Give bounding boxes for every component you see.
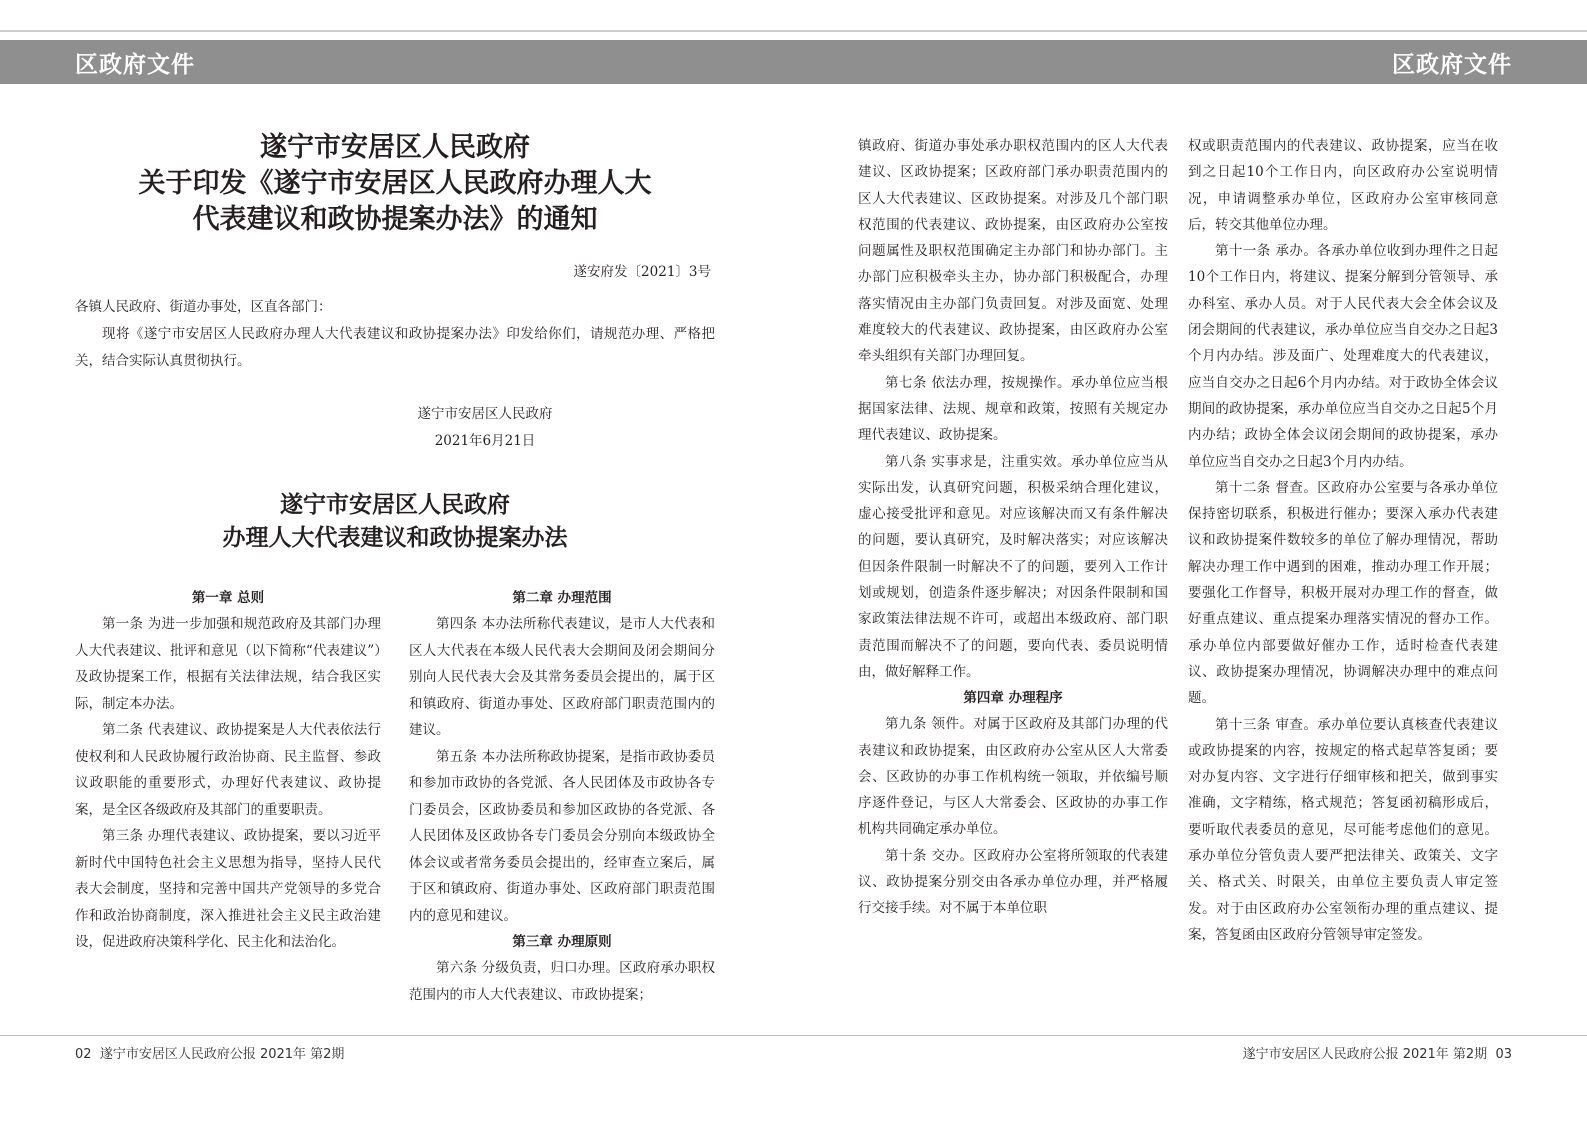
- article-11: 第十一条 承办。各承办单位收到办理件之日起10个工作日内，将建议、提案分解到分管领导、承办科室、承办人员。对于人民代表大会全体会议及闭会期间的代表建议，承办单位应当自交办之日起3个月内办结。涉及面广、处理难度大的代表建议，应当自交办之日起6个月内办结。对于政协全体会议期间的政协提案，承办单位应当自交办之日起5个月内办结；政协全体会议闭会期间的政协提案，承办单位应当自交办之日起3个月内办结。: [1188, 243, 1499, 470]
- notice-title-line: 关于印发《遂宁市安居区人民政府办理人大: [138, 168, 652, 199]
- column-1: [75, 585, 381, 1008]
- article-13: 第十三条 审查。承办单位要认真核查代表建议或政协提案的内容，按规定的格式起草答复函；要对办复内容、文字进行仔细审核和把关，做到事实准确，文字精练，格式规范；答复函初稿形成后，要听取代表委员的意见，尽可能考虑他们的意见。承办单位分管负责人要严把法律关、政策关、文字关、格式关、时限关，由单位主要负责人审定签发。对于由区政府办公室领衔办理的重点建议、提案，答复函由区政府分管领导审定签发。: [1188, 716, 1499, 943]
- chapter-heading: 第一章 总则: [191, 590, 265, 606]
- signature: 遂宁市安居区人民政府: [417, 406, 553, 422]
- article-9: 第九条 领件。对属于区政府及其部门办理的代表建议和政协提案，由区政府办公室从区人大常委会、区政协的办事工作机构统一领取，并依编号顺序逐件登记，与区人大常委会、区政协的办事工作机构共同确定承办单位。: [858, 716, 1169, 838]
- footer-right: [1243, 1043, 1512, 1062]
- notice-title: [75, 130, 715, 238]
- section-banner: [0, 40, 1587, 84]
- chapter-heading: 第四章 办理程序: [963, 690, 1063, 707]
- issue-date: 2021年6月21日: [434, 433, 536, 449]
- column-4: [1188, 133, 1498, 948]
- column-2: [409, 585, 715, 1008]
- article-10-continued: 权或职责范围内的代表建议、政协提案，应当在收到之日起10个工作日内，向区政府办公室说明情况，申请调整承办单位，区政府办公室审核同意后，转交其他单位办理。: [1188, 138, 1498, 233]
- notice-body: 现将《遂宁市安居区人民政府办理人大代表建议和政协提案办法》印发给你们，请规范办理、严格把关，结合实际认真贯彻执行。: [75, 326, 715, 369]
- article-12: 第十二条 督查。区政府办公室要与各承办单位保持密切联系，积极进行催办；要深入承办代表建议和政协提案件数较多的单位了解办理情况，帮助解决办理工作中遇到的困难，推动办理工作开展；要强化工作督导，积极开展对办理工作的督查，做好重点建议、重点提案办理落实情况的督办工作。承办单位内部要做好催办工作，适时检查代表建议、政协提案办理情况，协调解决办理中的难点问题。: [1188, 479, 1499, 707]
- page-number-right: 03: [1495, 1047, 1512, 1062]
- article-7: 第七条 依法办理，按规操作。承办单位应当根据国家法律、法规、规章和政策，按照有关规定办理代表建议、政协提案。: [858, 374, 1169, 444]
- measures-title-line: 遂宁市安居区人民政府: [280, 492, 510, 518]
- chapter-heading: 第三章 办理原则: [512, 934, 612, 950]
- left-page: [75, 130, 715, 1008]
- notice-title-line: 代表建议和政协提案办法》的通知: [192, 204, 598, 235]
- article-3: 第三条 办理代表建议、政协提案，要以习近平新时代中国特色社会主义思想为指导，坚持人民代表大会制度，坚持和完善中国共产党领导的多党合作和政治协商制度，深入推进社会主义民主政治建设，促进政府决策科学化、民主化和法治化。: [75, 828, 382, 950]
- left-columns: [75, 585, 715, 1008]
- footer-rule: [0, 1035, 1587, 1036]
- document-number: 遂安府发〔2021〕3号: [573, 264, 711, 280]
- article-5: 第五条 本办法所称政协提案，是指市政协委员和参加市政协的各党派、各人民团体及市政协各专门委员会，区政协委员和参加区政协的各党派、各人民团体及区政协各专门委员会分别向本级政协全体会议或者常务委员会提出的，经审查立案后，属于区和镇政府、街道办事处、区政府部门职责范围内的意见和建议。: [409, 748, 716, 924]
- footer-publication-right: 遂宁市安居区人民政府公报 2021年 第2期: [1242, 1047, 1488, 1062]
- top-rule: [0, 30, 1587, 32]
- section-label-right: 区政府文件: [1392, 52, 1512, 78]
- page-number-left: 02: [75, 1047, 92, 1062]
- article-6: 第六条 分级负责，归口办理。区政府承办职权范围内的市人大代表建议、市政协提案；: [409, 960, 716, 1003]
- notice-title-line: 遂宁市安居区人民政府: [260, 132, 530, 163]
- article-2: 第二条 代表建议、政协提案是人大代表依法行使权利和人民政协履行政治协商、民主监督、参政议政职能的重要形式，办理好代表建议、政协提案，是全区各级政府及其部门的重要职责。: [75, 722, 382, 818]
- salutation: 各镇人民政府、街道办事处，区直各部门：: [75, 299, 332, 315]
- footer-publication-left: 遂宁市安居区人民政府公报 2021年 第2期: [99, 1047, 345, 1062]
- article-4: 第四条 本办法所称代表建议，是市人大代表和区人大代表在本级人民代表大会期间及闭会期间分别向人民代表大会及其常务委员会提出的，属于区和镇政府、街道办事处、区政府部门职责范围内的建议。: [409, 616, 716, 738]
- article-10: 第十条 交办。区政府办公室将所领取的代表建议、政协提案分别交由各承办单位办理，并严格履行交接手续。对不属于本单位职: [858, 847, 1169, 917]
- article-1: 第一条 为进一步加强和规范政府及其部门办理人大代表建议、批评和意见（以下简称“代表建议”）及政协提案工作，根据有关法律法规，结合我区实际，制定本办法。: [75, 616, 382, 712]
- measures-title: [75, 489, 715, 555]
- section-label-left: 区政府文件: [75, 52, 195, 78]
- column-3: [858, 133, 1168, 922]
- footer-left: [75, 1043, 344, 1062]
- article-6-continued: 镇政府、街道办事处承办职权范围内的区人大代表建议、区政协提案；区政府部门承办职责范围内的区人大代表建议、区政协提案。对涉及几个部门职权范围的代表建议、政协提案，由区政府办公室按问题属性及职权范围确定主办部门和协办部门。主办部门应积极牵头主办，协办部门积极配合，办理落实情况由主办部门负责回复。对涉及面宽、处理难度较大的代表建议、政协提案，由区政府办公室牵头组织有关部门办理回复。: [858, 138, 1168, 365]
- chapter-heading: 第二章 办理范围: [512, 590, 612, 606]
- article-8: 第八条 实事求是，注重实效。承办单位应当从实际出发，认真研究问题，积极采纳合理化建议，虚心接受批评和意见。对应该解决而又有条件解决的问题，要认真研究，及时解决落实；对应该解决但因条件限制一时解决不了的问题，要列入工作计划或规划，创造条件逐步解决；对因条件限制和国家政策法律法规不许可，或超出本级政府、部门职责范围而解决不了的问题，要向代表、委员说明情由，做好解释工作。: [858, 453, 1169, 680]
- measures-title-line: 办理人大代表建议和政协提案办法: [222, 525, 568, 551]
